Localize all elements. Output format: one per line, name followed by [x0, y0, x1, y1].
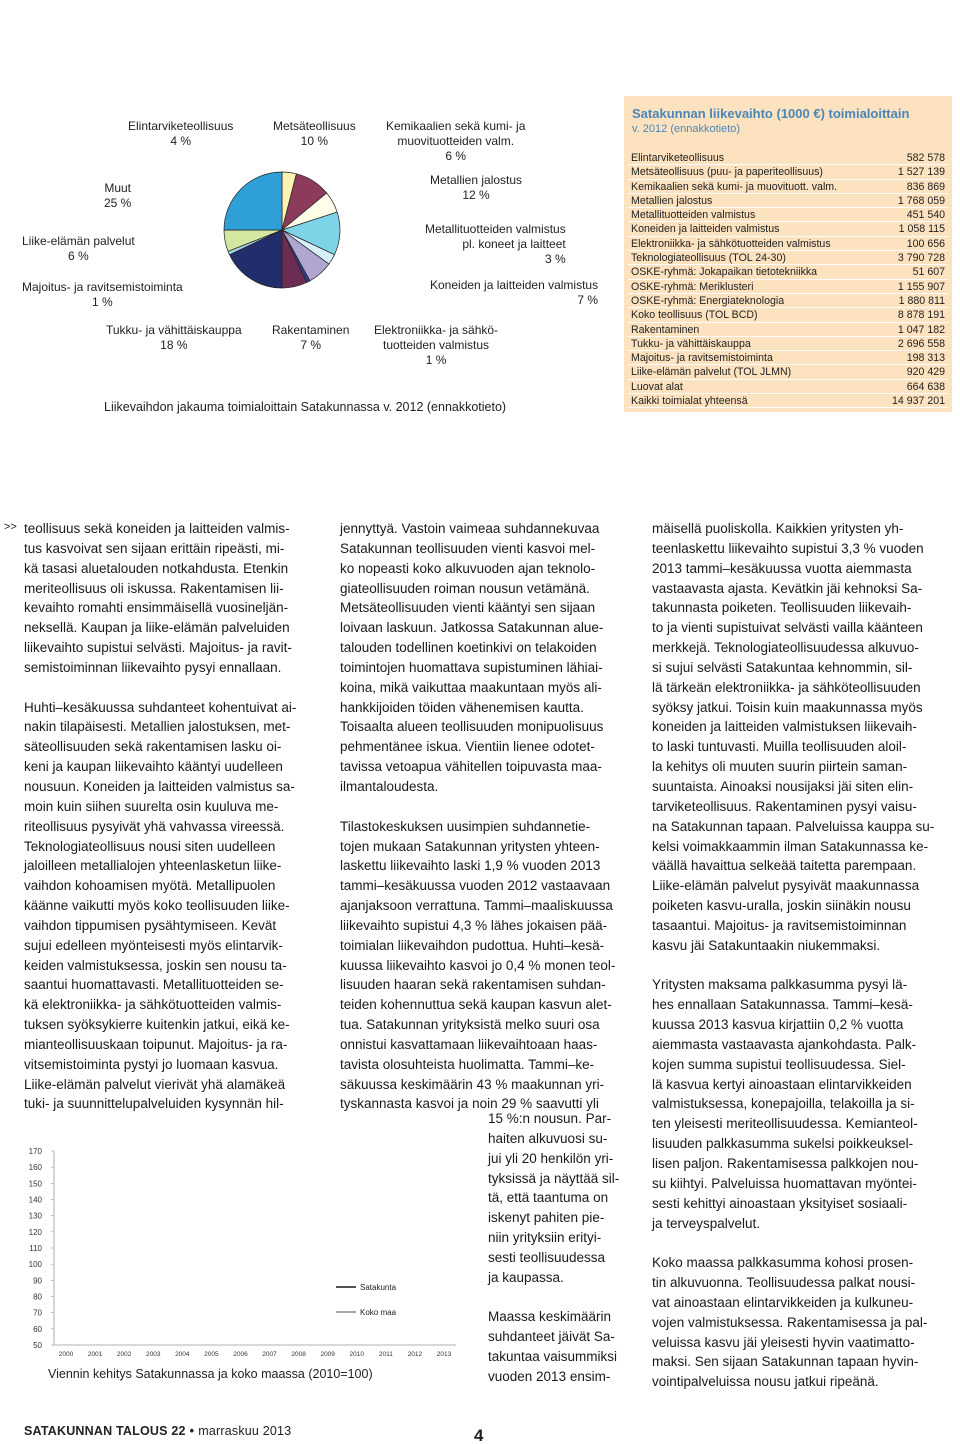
y-tick-label: 120 [28, 1227, 42, 1237]
text-line: tarviketeollisuus. Rakentaminen pysyi vaisu- [652, 798, 917, 814]
x-tick-label: 2008 [291, 1351, 306, 1358]
table-cell-label: Rakentaminen [631, 323, 700, 336]
text-line: pehmentänee iskua. Vientiin lienee odotet- [340, 739, 595, 755]
table-cell-value: 14 937 201 [891, 395, 945, 408]
table-cell-value: 1 768 059 [897, 194, 945, 207]
text-column-3 [652, 519, 944, 1392]
y-tick-label: 90 [33, 1276, 42, 1286]
text-line: kä elektroniikka- ja sähkötuotteiden valmis- [24, 997, 282, 1013]
text-line: tus kasvoivat sen sijaan erittäin ripeästi, mi- [24, 540, 285, 556]
text-line: la kehitys oli muuten suurin piirtein saman- [652, 759, 908, 775]
table-cell-label: OSKE-ryhmä: Energiateknologia [631, 294, 785, 307]
pie-label-liike: Liike-elämän palvelut 6 % [22, 234, 135, 263]
y-tick-label: 70 [33, 1308, 42, 1318]
text-line: ja kaupassa. [488, 1269, 564, 1285]
text-line: vaihdon tippumisen pysähtymiseen. Kevät [24, 917, 277, 933]
text-line: liikevaihto supistui 4,3 % lähes jokaisen pää- [340, 917, 608, 933]
table-cell-label: Koko teollisuus (TOL BCD) [631, 309, 758, 322]
text-line: loivaan laskuun. Jatkossa Satakunnan alue- [340, 620, 604, 636]
table-row [628, 365, 948, 379]
table-row [628, 351, 948, 365]
text-line: vaihdon kohoamisen myötä. Metallipuolen [24, 878, 276, 894]
text-line: Liike-elämän palvelut pysyivät maakunnassa [652, 878, 920, 894]
x-tick-label: 2010 [349, 1351, 365, 1358]
text-line: Tilastokeskuksen uusimpien suhdannetie- [340, 818, 591, 834]
text-line: iskenyt pahiten pie- [488, 1210, 605, 1226]
table-cell-value: 2 696 558 [897, 337, 945, 350]
y-tick-label: 130 [28, 1211, 42, 1221]
text-line: jui yli 20 henkilön yri- [488, 1150, 614, 1166]
pie-label-koneet: Koneiden ja laitteiden valmistus 7 % [430, 278, 599, 307]
text-line: mianteollisuuskaan toipunut. Majoitus- ja ra- [24, 1036, 288, 1052]
text-line: teenlaskettu liikevaihto supistui 3,3 % vuoden [652, 540, 924, 556]
text-line: tojen mukaan Satakunnan yritysten yhteen- [340, 838, 600, 854]
text-line: vuoden 2013 ensim- [488, 1368, 611, 1384]
table-cell-label: Liike-elämän palvelut (TOL JLMN) [631, 366, 792, 379]
x-tick-label: 2002 [116, 1351, 132, 1358]
pie-label-metsateollisuus: Metsäteollisuus 10 % [273, 119, 356, 148]
text-line: ilmantaloudesta. [340, 778, 439, 794]
table-cell-label: Tukku- ja vähittäiskauppa [631, 337, 751, 350]
text-line: väällä havaittua selkeää taitetta parempaan. [652, 858, 917, 874]
text-line: säkuussa keskimäärin 43 % maakunnan yri- [340, 1076, 605, 1092]
text-line: Metsäteollisuuden vienti kääntyi sen sijaan [340, 600, 596, 616]
paragraph [652, 975, 944, 1233]
table-row [628, 265, 948, 279]
text-line: tin alkuvuonna. Teollisuudessa palkat nousi- [652, 1275, 916, 1291]
table-cell-label: Luovat alat [631, 380, 683, 393]
paragraph [340, 817, 632, 1115]
pie-label-majoitus: Majoitus- ja ravitsemistoiminta 1 % [22, 280, 183, 309]
pie-slice-muut [224, 172, 282, 230]
text-line: Toisaalta alueen teollisuuden monipuolisuus [340, 719, 604, 735]
y-tick-label: 170 [28, 1147, 42, 1156]
pie-label-metallien-jalostus: Metallien jalostus 12 % [430, 173, 523, 202]
text-line: na Satakunnan tapaan. Palveluissa kauppa su- [652, 818, 935, 834]
table-row [628, 151, 948, 165]
table-row [628, 337, 948, 351]
text-line: suuntaista. Ainoaksi nousijaksi jäi siten elin- [652, 778, 914, 794]
text-line: tua. Satakunnan yrityksistä melko suuri osa [340, 1017, 600, 1033]
text-line: takuntaa vaisummiksi [488, 1349, 618, 1365]
text-line: keiden valmistuksessa, joskin sen nousu ta- [24, 957, 287, 973]
text-line: si sujui selvästi Satakuntaa kehnommin, sil- [652, 659, 913, 675]
table-row [628, 394, 948, 408]
table-cell-label: Metsäteollisuus (puu- ja paperiteollisuus) [631, 166, 823, 179]
text-line: takunnasta poiketen. Teollisuuden liikevaih- [652, 600, 912, 616]
publication-name: SATAKUNNAN TALOUS 22 [24, 1424, 186, 1438]
table-cell-value: 1 880 811 [898, 294, 945, 307]
y-tick-label: 100 [28, 1260, 42, 1270]
paragraph [24, 519, 322, 678]
text-line: ten yleisesti meriteollisuudessa. Kemianteol- [652, 1116, 918, 1132]
text-line: to laski tuntuvasti. Muilla teollisuuden aloil- [652, 739, 907, 755]
line-chart-title: Viennin kehitys Satakunnassa ja koko maassa (2010=100) [48, 1367, 373, 1381]
table-cell-label: Elintarviketeollisuus [631, 152, 725, 164]
pie-label-metallituotteet: Metallituotteiden valmistus pl. koneet ja laitteet 3 % [425, 222, 566, 266]
text-line: Huhti–kesäkuussa suhdanteet kohentuivat ai- [24, 699, 297, 715]
text-line: tavista olosuhteista huolimatta. Tammi–ke- [340, 1056, 595, 1072]
legend-label: Koko maa [360, 1308, 397, 1317]
text-line: meriteollisuus oli iskussa. Rakentamisen lii- [24, 580, 284, 596]
pie-chart [222, 170, 342, 290]
text-line: Maassa keskimäärin [488, 1309, 612, 1325]
text-line: sesti teollisuudessa [488, 1249, 606, 1265]
table-cell-value: 451 540 [906, 209, 945, 222]
text-line: kuussa liikevaihto kasvoi jo 0,4 % monen teol- [340, 957, 616, 973]
page-number: 4 [474, 1426, 484, 1444]
text-line: lisen paljon. Rakentamisessa palkkojen nou- [652, 1156, 919, 1171]
text-line: saantui huomattavasti. Metallituotteiden se- [24, 977, 284, 993]
text-line: giateollisuuden roiman nousun vetämänä. [340, 580, 590, 596]
table-row [628, 251, 948, 265]
y-tick-label: 60 [33, 1324, 42, 1334]
text-line: toimialan liikevaihdon pudottua. Huhti–kesä- [340, 937, 605, 953]
pie-label-elektroniikka: Elektroniikka- ja sähkö- tuotteiden valmistus 1 % [374, 323, 499, 367]
text-line: neksellä. Kaupan ja liike-elämän palveluiden [24, 620, 290, 636]
table-title: Satakunnan liikevaihto (1000 €) toimialoittain [632, 106, 910, 121]
text-line: teollisuus sekä koneiden ja laitteiden valmis- [24, 521, 290, 536]
continuation-arrow: >> [4, 521, 17, 533]
paragraph [488, 1109, 638, 1288]
table-cell-value: 836 869 [906, 180, 945, 193]
text-line: nakin tilapäisesti. Metallien jalostuksen, met- [24, 719, 291, 735]
pie-label-rakentaminen: Rakentaminen 7 % [272, 323, 350, 352]
table-cell-label: OSKE-ryhmä: Meriklusteri [631, 280, 754, 293]
table-subtitle: v. 2012 (ennakkotieto) [632, 123, 741, 135]
y-tick-label: 80 [33, 1292, 42, 1302]
pie-label-tukku: Tukku- ja vähittäiskauppa 18 % [106, 323, 242, 352]
legend-label: Satakunta [360, 1283, 397, 1292]
x-tick-label: 2000 [58, 1351, 74, 1358]
x-tick-label: 2011 [378, 1351, 393, 1358]
text-line: hankkijoiden töiden vähenemisen kautta. [340, 699, 584, 715]
table-row [628, 208, 948, 222]
text-line: koina, mikä vaikuttaa maakuntaan myös ali- [340, 679, 602, 695]
table-cell-value: 1 058 115 [898, 223, 945, 236]
text-line: maksi. Sen sijaan Satakunnan tapaan hyvin- [652, 1354, 919, 1370]
text-line: semistoiminnan liikevaihto pysyi ennallaan. [24, 659, 282, 675]
text-line: sesti kehittyi ainoastaan yksityiset sosiaali- [652, 1195, 908, 1211]
y-tick-label: 160 [28, 1163, 42, 1173]
table-cell-label: Kemikaalien sekä kumi- ja muovituott. valm. [631, 180, 838, 193]
export-line-chart [24, 1140, 464, 1362]
text-line: 2013 tammi–kesäkuussa vuotta aiemmasta [652, 560, 912, 576]
table-cell-value: 198 313 [906, 352, 945, 365]
text-column-1 [24, 519, 322, 1114]
text-line: vat ainoastaan elintarvikkeiden ja kulkuneu- [652, 1294, 914, 1310]
x-tick-label: 2012 [407, 1351, 423, 1358]
table-cell-value: 664 638 [906, 380, 945, 393]
x-tick-label: 2009 [320, 1351, 335, 1358]
text-line: vojen valmistuksessa. Rakentamisessa ja pal- [652, 1314, 928, 1330]
text-line: mäisellä puoliskolla. Kaikkien yritysten yh- [652, 521, 904, 536]
text-line: Teknologiateollisuus nousi siten uudelleen [24, 838, 276, 854]
text-line: niin yrityksiin erityi- [488, 1230, 602, 1246]
paragraph [652, 1253, 944, 1392]
paragraph [652, 519, 944, 956]
issue-date: marraskuu 2013 [198, 1424, 292, 1438]
table-cell-value: 8 878 191 [897, 309, 945, 322]
text-line: ajanjaksoon verrattuna. Tammi–maaliskuussa [340, 898, 613, 914]
text-line: Liike-elämän palvelut vierivät yhä alamäkeä [24, 1076, 286, 1092]
y-tick-label: 140 [28, 1195, 42, 1205]
text-line: lisuuden haaran sekä rakentamisen suhdan- [340, 977, 606, 993]
text-line: merkkejä. Teknologiateollisuudessa alkuvuo- [652, 640, 919, 656]
table-cell-value: 1 047 182 [897, 323, 945, 336]
x-tick-label: 2007 [262, 1351, 277, 1358]
text-line: 15 %:n nousun. Par- [488, 1111, 612, 1126]
text-line: riteollisuus pysyivät yhä vahvassa vireessä. [24, 818, 285, 834]
text-line: liikevaihto supistui selvästi. Majoitus- ja ravit- [24, 640, 292, 656]
text-line: vastaavasta ajasta. Kevätkin jäi kehnoksi Sa- [652, 580, 923, 596]
text-line: käänne vaikutti myös koko teollisuuden liike- [24, 898, 290, 914]
text-column-2 [340, 519, 632, 1114]
text-line: jennyttyä. Vastoin vaimeaa suhdannekuvaa [340, 521, 600, 536]
footer-bullet: • [189, 1424, 195, 1438]
text-line: kä tasasi aluetalouden notkahdusta. Etenkin [24, 560, 289, 576]
paragraph [488, 1307, 638, 1386]
table-row [628, 294, 948, 308]
text-line: kojen summa supistui teollisuudessa. Siel- [652, 1056, 906, 1072]
table-cell-label: OSKE-ryhmä: Jokapaikan tietotekniikka [631, 266, 818, 279]
text-line: tavissa vetoapua vähitellen toipuvasta maa- [340, 759, 602, 775]
text-line: kelsi voimakkaammin ilman Satakunnassa ke- [652, 838, 929, 854]
text-line: keni ja kaupan liikevaihto kääntyi uudelleen [24, 759, 283, 775]
text-line: veluissa kasvu jäi yleisesti hyvin vaatimatto- [652, 1334, 915, 1350]
table-cell-value: 582 578 [906, 152, 945, 164]
table-row [628, 308, 948, 322]
text-line: Koko maassa palkkasumma kohosi prosen- [652, 1255, 914, 1271]
revenue-table [628, 151, 948, 408]
text-line: onnistui kasvattamaan liikevaihtoaan haas- [340, 1036, 598, 1052]
text-line: nousuun. Koneiden ja laitteiden valmistus sa- [24, 778, 295, 794]
text-line: Satakunnan teollisuuden vienti kasvoi mel- [340, 540, 596, 556]
table-row [628, 323, 948, 337]
x-tick-label: 2004 [175, 1351, 190, 1358]
x-tick-label: 2006 [233, 1351, 248, 1358]
text-line: vointipalveluissa nousu jatkui ripeänä. [652, 1374, 879, 1390]
text-line: poiketen kasvu-uralla, joskin siinäkin nousu [652, 898, 911, 914]
pie-label-muut: Muut 25 % [104, 181, 132, 210]
text-line: moin kuin siihen suurelta osin kuuluva me- [24, 798, 279, 814]
text-line: su kiihtyi. Palveluissa huomattavan myöntei- [652, 1175, 917, 1191]
table-cell-label: Kaikki toimialat yhteensä [631, 395, 748, 408]
table-row [628, 194, 948, 208]
table-row [628, 180, 948, 194]
text-line: tä, että taantuma on [488, 1190, 609, 1206]
table-cell-value: 51 607 [912, 266, 945, 279]
table-row [628, 237, 948, 251]
revenue-table-panel [624, 96, 952, 412]
table-cell-label: Metallien jalostus [631, 194, 713, 207]
text-line: tuki- ja suunnittelupalveluiden kysynnän hil- [24, 1096, 284, 1112]
table-row [628, 165, 948, 179]
text-line: kuussa 2013 kasvua kirjattiin 0,2 % vuotta [652, 1017, 904, 1033]
text-line: tyskannasta kasvoi ja noin 29 % saavutti yli [340, 1096, 599, 1112]
text-line: lisuuden palkkasumma sukelsi poikkeuksel- [652, 1136, 914, 1152]
text-line: sujui edelleen myönteisesti myös elintarvik- [24, 937, 283, 953]
table-cell-label: Elektroniikka- ja sähkötuotteiden valmistus [631, 237, 831, 250]
text-line: kasvu jäi Satakuntaakin niukemmaksi. [652, 937, 881, 953]
text-line: vitsemistoiminta pystyi jo luomaan kasvua. [24, 1056, 279, 1072]
table-row [628, 280, 948, 294]
text-line: kevaihto romahti ensimmäisellä vuosineljän- [24, 600, 289, 616]
text-line: toimintojen huomattava supistuminen lähiai- [340, 659, 603, 675]
text-line: koneiden ja laitteiden valmistuksen liikevaih- [652, 719, 917, 735]
text-line: Yritysten maksama palkkasumma pysyi lä- [652, 977, 908, 993]
paragraph [340, 519, 632, 797]
text-line: hes ennallaan Satakunnassa. Tammi–kesä- [652, 997, 913, 1013]
x-tick-label: 2005 [204, 1351, 219, 1358]
text-line: valmistuksessa, konepajoilla, telakoilla ja si- [652, 1096, 915, 1112]
table-row [628, 380, 948, 394]
paragraph [24, 698, 322, 1115]
text-line: tammi–kesäkuussa vuoden 2012 vastaavaan [340, 878, 611, 894]
x-tick-label: 2003 [145, 1351, 161, 1358]
text-line: suhdanteet jäivät Sa- [488, 1329, 615, 1345]
table-cell-label: Teknologiateollisuus (TOL 24-30) [631, 252, 786, 265]
text-line: teiden kohennuttua sekä kaupan kasvun alet- [340, 997, 612, 1013]
text-line: tasaantui. Majoitus- ja ravitsemistoiminnan [652, 917, 907, 933]
table-cell-value: 1 155 907 [897, 280, 945, 293]
text-line: tyksissä ja näyttää sil- [488, 1170, 620, 1186]
table-cell-value: 100 656 [906, 237, 945, 250]
text-line: to ja vienti supistuivat selvästi vailla käänteen [652, 620, 923, 636]
table-cell-label: Majoitus- ja ravitsemistoiminta [631, 352, 773, 365]
text-column-2-narrow [488, 1109, 638, 1407]
table-cell-value: 1 527 139 [897, 166, 945, 179]
text-line: ko nopeasti koko alkuvuoden ajan teknolo- [340, 560, 596, 576]
footer [24, 1424, 291, 1438]
y-tick-label: 150 [28, 1179, 42, 1189]
table-cell-value: 920 429 [906, 366, 945, 379]
text-line: tuksen syöksykierre kuitenkin jatkui, eikä ke- [24, 1017, 290, 1033]
y-tick-label: 110 [29, 1244, 42, 1253]
x-tick-label: 2013 [436, 1351, 452, 1358]
table-cell-label: Metallituotteiden valmistus [631, 209, 756, 222]
text-line: syöksy jatkui. Toisin kuin maakunnassa myös [652, 699, 923, 715]
text-line: lä tärkeän elektroniikka- ja sähköteollisuuden [652, 679, 921, 695]
text-line: talouden todellinen koetinkivi on telakoiden [340, 640, 597, 656]
table-row [628, 222, 948, 236]
text-line: aiemmasta vastaavasta ajankohdasta. Palk- [652, 1036, 917, 1052]
text-line: ja terveyspalvelut. [652, 1215, 761, 1231]
table-cell-value: 3 790 728 [897, 252, 945, 265]
x-tick-label: 2001 [87, 1351, 103, 1358]
pie-label-kemikaalit: Kemikaalien sekä kumi- ja muovituotteiden valm. 6 % [386, 119, 526, 163]
y-tick-label: 50 [33, 1341, 42, 1350]
pie-label-elintarvike: Elintarviketeollisuus 4 % [128, 119, 234, 148]
text-line: säteollisuuden sekä rakentamisen lasku oi- [24, 739, 282, 755]
text-line: jaloilleen metallialojen yhteenlasketun liike- [24, 858, 282, 874]
text-line: lä kasvua kertyi ainoastaan elintarvikkeiden [652, 1076, 912, 1092]
pie-caption: Liikevaihdon jakauma toimialoittain Satakunnassa v. 2012 (ennakkotieto) [104, 400, 507, 414]
text-line: laskettu liikevaihto laski 1,9 % vuoden 2013 [340, 858, 601, 874]
text-line: haiten alkuvuosi su- [488, 1130, 608, 1146]
table-cell-label: Koneiden ja laitteiden valmistus [631, 223, 780, 236]
